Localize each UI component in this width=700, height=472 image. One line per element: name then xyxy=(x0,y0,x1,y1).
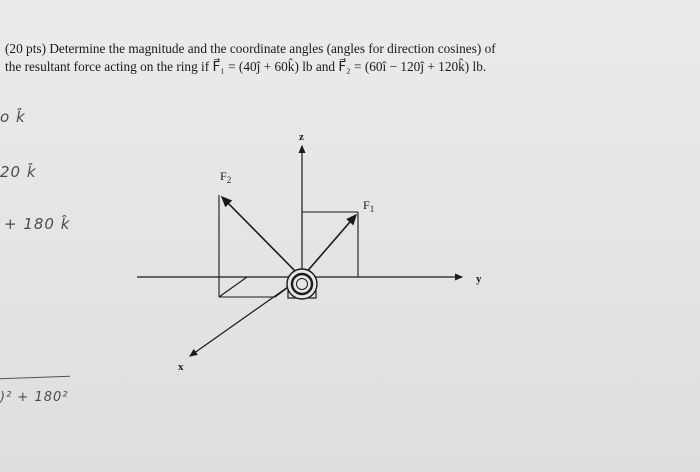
handwritten-note-4: )² + 180² xyxy=(0,390,69,405)
f2-vector xyxy=(222,197,300,276)
y-axis-label: y xyxy=(476,273,482,285)
problem-line-2: the resultant force acting on the ring if F⃗₁ = (40ĵ + 60k̂) lb and F⃗₂ = (60î − 120ĵ + 120k̂) lb. xyxy=(5,59,487,74)
z-axis-label: z xyxy=(299,131,304,143)
handwritten-note-3: + 180 k̂ xyxy=(4,215,71,233)
ring-icon xyxy=(287,269,317,299)
f2-component-diagonal xyxy=(219,277,247,297)
f2-label: $F_2$ xyxy=(220,169,232,185)
handwritten-note-1: o k̂ xyxy=(0,108,26,126)
problem-line-1: (20 pts) Determine the magnitude and the coordinate angles (angles for direction cosines) of xyxy=(5,41,496,56)
f1-vector xyxy=(304,215,356,275)
handwritten-note-2: 20 k̂ xyxy=(0,163,37,181)
f1-label: $F_1$ xyxy=(363,198,375,214)
x-axis-label: x xyxy=(178,361,184,373)
